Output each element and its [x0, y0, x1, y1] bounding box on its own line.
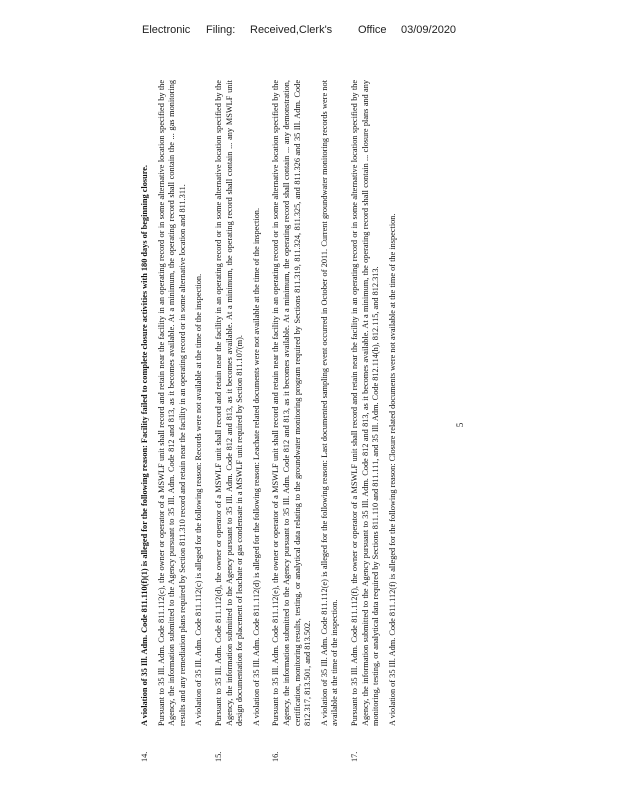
rotated-page [140, 80, 470, 770]
item-paragraph: A violation of 35 Ill. Adm. Code 811.112(e) is alleged for the following reason: Last documented sampling event occurred in October of 2011. Current groundwater monitoring records were not available at the time of the inspection. [319, 80, 340, 726]
filing-header [0, 24, 618, 38]
header-date: 03/09/2020 [401, 24, 457, 36]
item-14 [140, 80, 205, 770]
item-number: 17. [349, 751, 359, 762]
item-16 [271, 80, 341, 770]
header-received: Received,Clerk's [250, 24, 333, 36]
header-office: Office [358, 24, 387, 36]
item-paragraph: Pursuant to 35 Ill. Adm. Code 811.112(d), the owner or operator of a MSWLF unit shall record and retain near the facility in an operating record or in some alternative location specified by the Agency, the information submitted to the Agency pursuant to 35 Ill. Adm. Code 812 and 813, as it becomes available. At a minimum, the operating record shall contain ... any MSWLF unit design documentation for placement of leachate or gas condensate in a MSWLF unit required by Section 811.107(m). [213, 80, 245, 726]
item-number: 16. [271, 751, 281, 762]
page-number: 5 [455, 422, 466, 428]
item-paragraph: A violation of 35 Ill. Adm. Code 811.112(d) is alleged for the following reason: Leachate related documents were not available at the time of the inspection. [251, 207, 261, 726]
item-paragraph: A violation of 35 Ill. Adm. Code 811.112(c) is alleged for the following reason: Records were not available at the time of the inspection. [194, 273, 204, 726]
item-paragraph: A violation of 35 Ill. Adm. Code 811.112(f) is alleged for the following reason: Closure related documents were not available at the time of the inspection. [387, 213, 397, 726]
item-paragraph: Pursuant to 35 Ill. Adm. Code 811.112(c), the owner or operator of a MSWLF unit shall record and retain near the facility in an operating record or in some alternative location specified by the Agency, the information submitted to the Agency pursuant to 35 Ill. Adm. Code 812 and 813, as it becomes available. At a minimum, the operating record shall contain the ... gas monitoring results and any remediation plans required by Section 811.310 record and retain near the facility in an operating record or in some alternative location and 811.311. [156, 80, 187, 726]
item-17 [350, 80, 398, 770]
item-heading: A violation of 35 Ill. Adm. Code 811.110(f)(1) is alleged for the following reason: Facility failed to complete closure activities with 180 days of beginning closure. [140, 164, 149, 726]
item-number: 15. [213, 751, 223, 762]
item-15 [214, 80, 262, 770]
item-number: 14. [140, 751, 149, 762]
page-body [140, 80, 470, 770]
item-paragraph: Pursuant to 35 Ill. Adm. Code 811.112(f), the owner or operator of a MSWLF unit shall record and retain near the facility in an operating record or in some alternative location specified by the Agency, the information submitted to the Agency pursuant to 35 Ill. Adm. Code 812 and 813, as it becomes available. At a minimum, the operating record shall contain ... closure plans and any monitoring, testing, or analytical data required by Sections 811.110 and 811.111, and 35 Ill. Adm. Code 812.114(h), 812.115, and 812.313. [349, 80, 381, 726]
item-paragraph: Pursuant to 35 Ill. Adm. Code 811.112(e), the owner or operator of a MSWLF unit shall record and retain near the facility in an operating record or in some alternative location specified by the Agency, the information submitted to the Agency pursuant to 35 Ill. Adm. Code 812 and 813, as it becomes available. At a minimum, the operating record shall contain ... any demonstration, certification, monitoring results, testing, or analytical data relating to the groundwater monitoring program required by Sections 811.319, 811.324, 811.325, and 811.326 and 35 Ill. Adm. Code 812.317, 813.501, and 813.502. [271, 80, 313, 726]
header-filing: Filing: [206, 24, 236, 36]
header-electronic: Electronic [142, 24, 191, 36]
